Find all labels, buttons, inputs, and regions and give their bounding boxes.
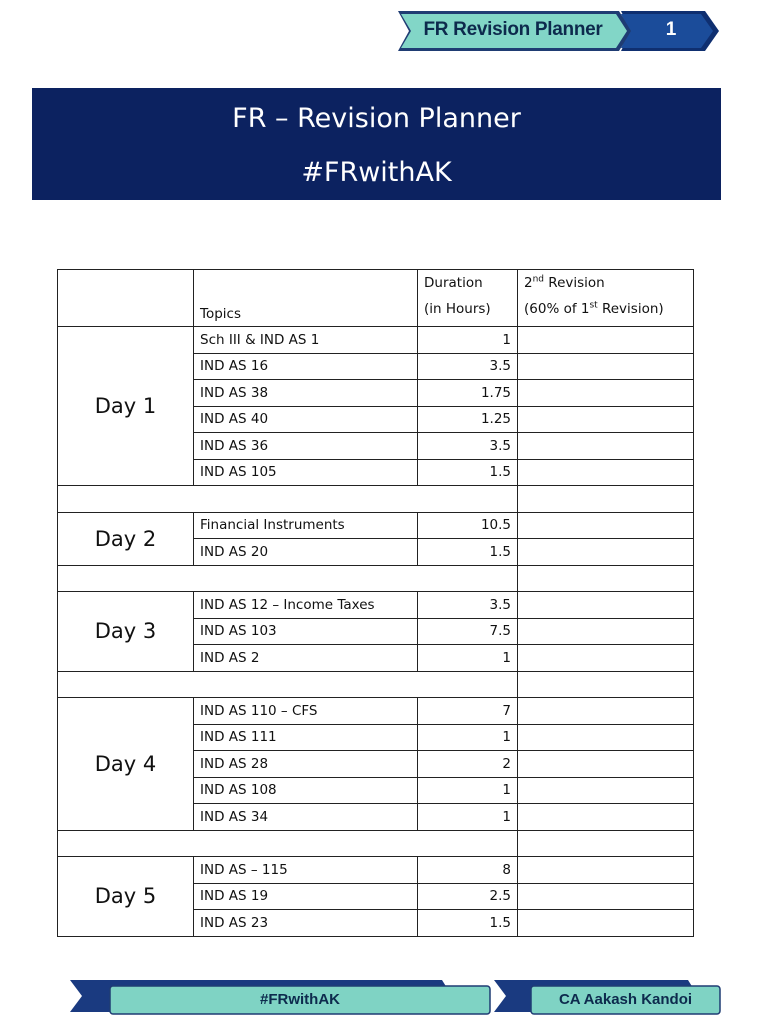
table-row <box>58 592 694 619</box>
topic-cell: IND AS 108 <box>194 777 418 804</box>
spacer-revision-cell <box>518 565 694 592</box>
duration-cell: 1 <box>418 804 518 831</box>
duration-cell: 1 <box>418 327 518 354</box>
topic-cell: IND AS 34 <box>194 804 418 831</box>
revision-cell <box>518 327 694 354</box>
revision-cell <box>518 539 694 566</box>
duration-cell: 2.5 <box>418 883 518 910</box>
revision-cell <box>518 459 694 486</box>
revision-cell <box>518 380 694 407</box>
header-revision-line1: 2nd Revision <box>524 274 605 291</box>
header-duration <box>418 270 518 327</box>
topic-cell: IND AS 2 <box>194 645 418 672</box>
duration-cell: 1.5 <box>418 459 518 486</box>
day-label: Day 1 <box>58 327 194 486</box>
revision-cell <box>518 751 694 778</box>
footer-ribbon <box>0 978 768 1018</box>
day-label: Day 3 <box>58 592 194 672</box>
topic-cell: IND AS 105 <box>194 459 418 486</box>
spacer-cell <box>58 486 518 513</box>
revision-cell <box>518 618 694 645</box>
banner-title: FR – Revision Planner <box>232 103 521 134</box>
day-label: Day 4 <box>58 698 194 831</box>
duration-cell: 3.5 <box>418 592 518 619</box>
header-title: FR Revision Planner <box>423 19 603 40</box>
revision-cell <box>518 724 694 751</box>
spacer-revision-cell <box>518 671 694 698</box>
revision-cell <box>518 857 694 884</box>
duration-cell: 1.5 <box>418 539 518 566</box>
duration-cell: 8 <box>418 857 518 884</box>
spacer-cell <box>58 671 518 698</box>
title-banner <box>32 88 721 200</box>
revision-cell <box>518 353 694 380</box>
duration-cell: 2 <box>418 751 518 778</box>
duration-cell: 1.75 <box>418 380 518 407</box>
spacer-cell <box>58 565 518 592</box>
duration-cell: 1 <box>418 724 518 751</box>
topic-cell: IND AS 16 <box>194 353 418 380</box>
spacer-revision-cell <box>518 486 694 513</box>
duration-cell: 7 <box>418 698 518 725</box>
duration-cell: 1 <box>418 645 518 672</box>
header-revision-line2: (60% of 1st Revision) <box>524 300 664 317</box>
duration-cell: 1.25 <box>418 406 518 433</box>
duration-cell: 3.5 <box>418 353 518 380</box>
topic-cell: IND AS 12 – Income Taxes <box>194 592 418 619</box>
revision-table-body <box>58 270 694 937</box>
duration-cell: 7.5 <box>418 618 518 645</box>
revision-cell <box>518 910 694 937</box>
page-number: 1 <box>665 19 677 40</box>
table-row <box>58 327 694 354</box>
duration-cell: 3.5 <box>418 433 518 460</box>
spacer-row <box>58 565 694 592</box>
spacer-row <box>58 486 694 513</box>
topic-cell: IND AS 19 <box>194 883 418 910</box>
banner-hashtag: #FRwithAK <box>301 157 452 188</box>
topic-cell: IND AS 103 <box>194 618 418 645</box>
duration-cell: 10.5 <box>418 512 518 539</box>
topic-cell: IND AS 38 <box>194 380 418 407</box>
spacer-row <box>58 830 694 857</box>
table-row <box>58 698 694 725</box>
duration-cell: 1 <box>418 777 518 804</box>
topic-cell: Financial Instruments <box>194 512 418 539</box>
topic-cell: IND AS 23 <box>194 910 418 937</box>
duration-cell: 1.5 <box>418 910 518 937</box>
revision-cell <box>518 883 694 910</box>
topic-cell: IND AS 40 <box>194 406 418 433</box>
header-duration-line1: Duration <box>424 275 483 291</box>
revision-cell <box>518 777 694 804</box>
footer-author: CA Aakash Kandoi <box>558 991 693 1008</box>
topic-cell: IND AS 20 <box>194 539 418 566</box>
revision-cell <box>518 512 694 539</box>
topic-cell: Sch III & IND AS 1 <box>194 327 418 354</box>
topic-cell: IND AS 111 <box>194 724 418 751</box>
spacer-row <box>58 671 694 698</box>
header-duration-line2: (in Hours) <box>424 301 491 317</box>
topic-cell: IND AS – 115 <box>194 857 418 884</box>
revision-cell <box>518 433 694 460</box>
topic-cell: IND AS 36 <box>194 433 418 460</box>
table-row <box>58 512 694 539</box>
footer-hashtag: #FRwithAK <box>260 991 340 1008</box>
topic-cell: IND AS 110 – CFS <box>194 698 418 725</box>
table-row <box>58 857 694 884</box>
day-label: Day 2 <box>58 512 194 565</box>
topic-cell: IND AS 28 <box>194 751 418 778</box>
day-label: Day 5 <box>58 857 194 937</box>
header-ribbon <box>395 10 725 52</box>
revision-cell <box>518 406 694 433</box>
revision-cell <box>518 804 694 831</box>
header-empty-cell <box>58 270 194 327</box>
spacer-revision-cell <box>518 830 694 857</box>
spacer-cell <box>58 830 518 857</box>
table-header-row <box>58 270 694 327</box>
header-revision <box>518 270 694 327</box>
revision-table <box>57 269 694 937</box>
revision-cell <box>518 592 694 619</box>
revision-cell <box>518 698 694 725</box>
revision-cell <box>518 645 694 672</box>
header-topics: Topics <box>194 270 418 327</box>
